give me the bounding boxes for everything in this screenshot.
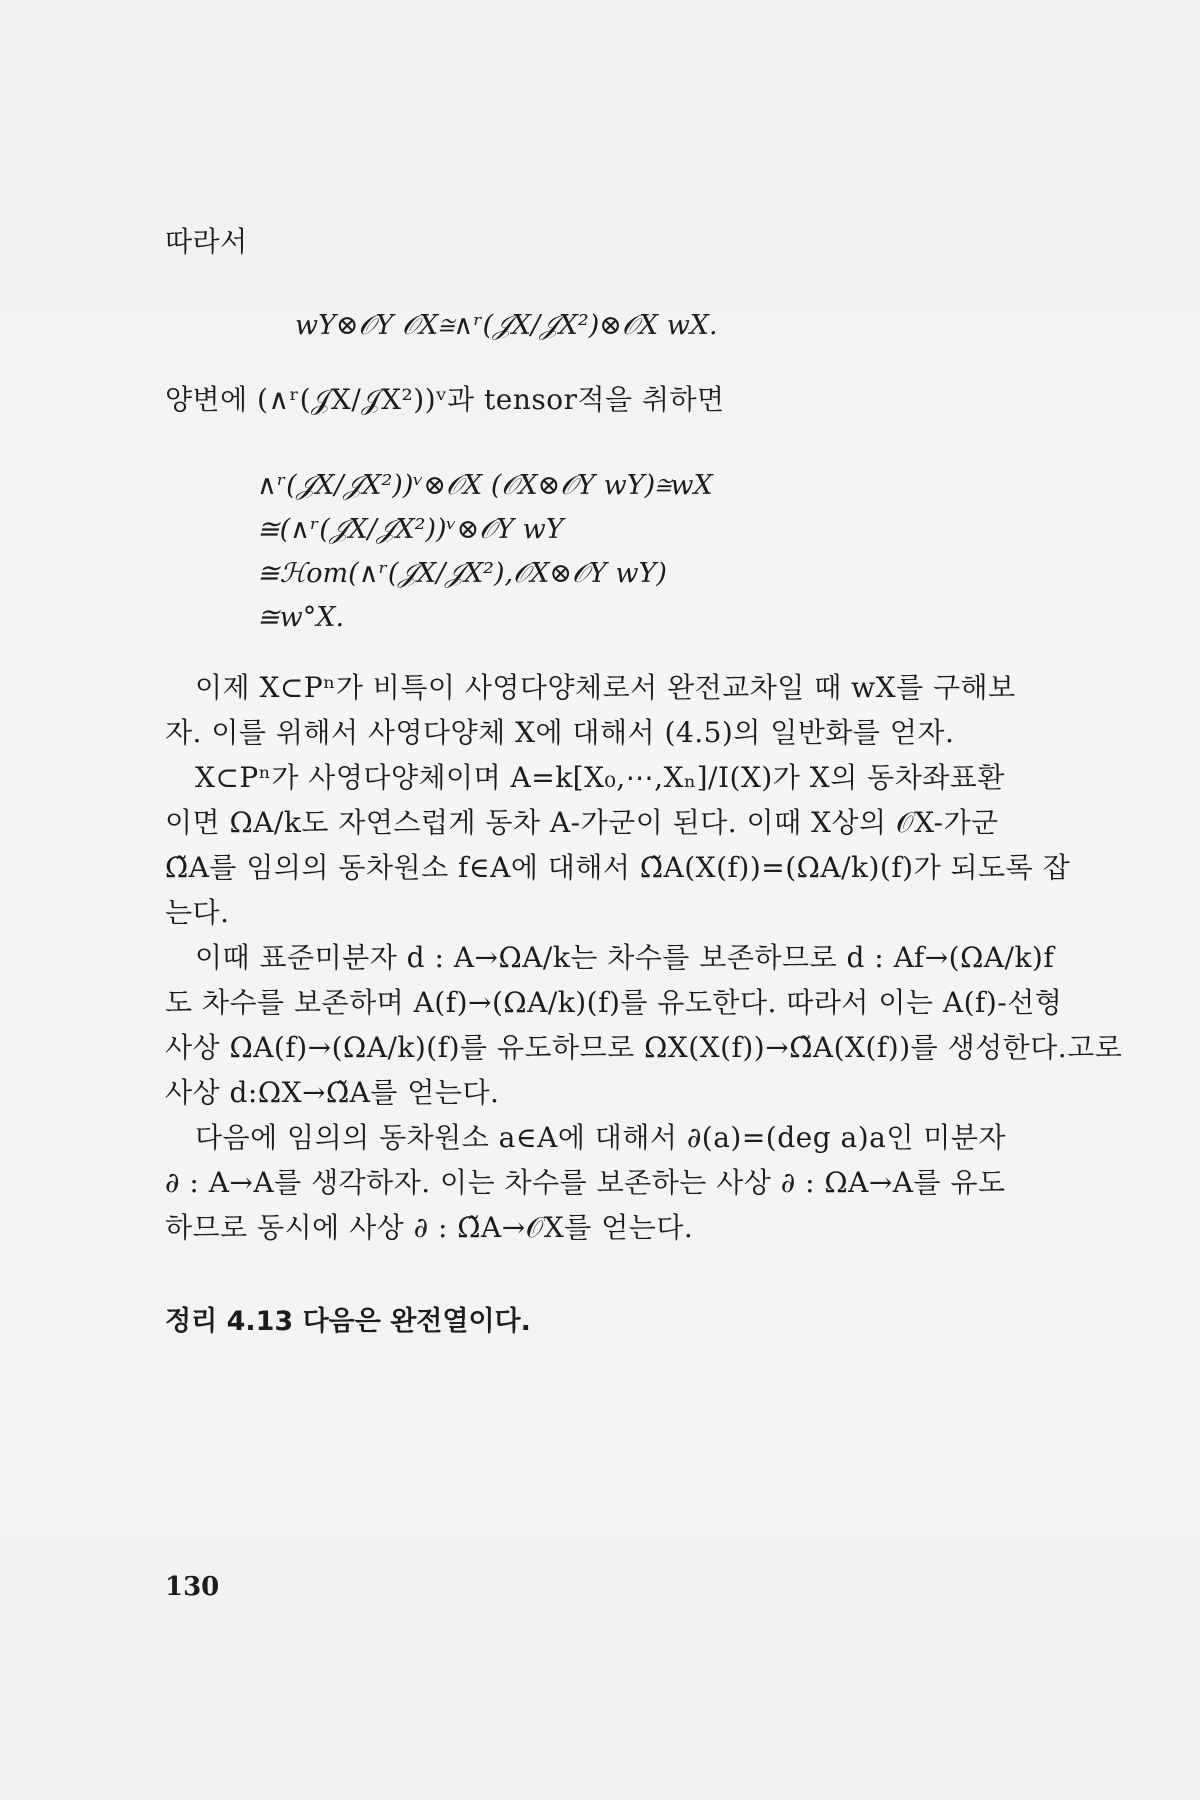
equation-1: wY⊗𝒪Y 𝒪X≅∧ʳ(𝒥X/𝒥X²)⊗𝒪X wX. xyxy=(295,310,718,341)
intro-word: 따라서 xyxy=(165,225,248,258)
page-number: 130 xyxy=(165,1572,220,1602)
theorem-heading: 정리 4.13 다음은 완전열이다. xyxy=(165,1306,531,1337)
equation-2-line-3: ≅ℋom(∧ʳ(𝒥X/𝒥X²),𝒪X⊗𝒪Y wY) xyxy=(257,558,667,589)
paragraph-4-line-2: ∂ : A→A를 생각하자. 이는 차수를 보존하는 사상 ∂ : ΩA→A를 유도 xyxy=(165,1166,1006,1199)
paragraph-2-line-4: 는다. xyxy=(165,896,230,929)
equation-2-line-4: ≅w°X. xyxy=(257,602,345,633)
paragraph-3-line-3: 사상 ΩA(f)→(ΩA/k)(f)를 유도하므로 ΩX(X(f))→Ω̃A(X(f))를 생성한다.고로 xyxy=(165,1031,1123,1064)
paragraph-1-line-1: 이제 X⊂Pⁿ가 비특이 사영다양체로서 완전교차일 때 wX를 구해보 xyxy=(195,671,1016,704)
paragraph-1-line-2: 자. 이를 위해서 사영다양체 X에 대해서 (4.5)의 일반화를 얻자. xyxy=(165,716,955,749)
paragraph-4-line-3: 하므로 동시에 사상 ∂ : Ω̃A→𝒪X를 얻는다. xyxy=(165,1211,694,1244)
paragraph-3-line-4: 사상 d:ΩX→Ω̃A를 얻는다. xyxy=(165,1076,500,1109)
paragraph-3-line-1: 이때 표준미분자 d : A→ΩA/k는 차수를 보존하므로 d : Af→(ΩA/k)f xyxy=(195,941,1055,974)
paragraph-2-line-1: X⊂Pⁿ가 사영다양체이며 A=k[X₀,⋯,Xₙ]/I(X)가 X의 동차좌표환 xyxy=(195,761,1005,794)
tensor-sentence: 양변에 (∧ʳ(𝒥X/𝒥X²))ᵛ과 tensor적을 취하면 xyxy=(165,383,725,416)
paragraph-2-line-2: 이면 ΩA/k도 자연스럽게 동차 A-가군이 된다. 이때 X상의 𝒪X-가군 xyxy=(165,806,999,839)
equation-2-line-2: ≅(∧ʳ(𝒥X/𝒥X²))ᵛ⊗𝒪Y wY xyxy=(257,514,564,545)
equation-2-line-1: ∧ʳ(𝒥X/𝒥X²))ᵛ⊗𝒪X (𝒪X⊗𝒪Y wY)≅wX xyxy=(257,470,713,501)
paragraph-3-line-2: 도 차수를 보존하며 A(f)→(ΩA/k)(f)를 유도한다. 따라서 이는 A(f)-선형 xyxy=(165,986,1063,1019)
paragraph-2-line-3: Ω̃A를 임의의 동차원소 f∈A에 대해서 Ω̃A(X(f))=(ΩA/k)(f)가 되도록 잡 xyxy=(165,851,1071,884)
paragraph-4-line-1: 다음에 임의의 동차원소 a∈A에 대해서 ∂(a)=(deg a)a인 미분자 xyxy=(195,1121,1006,1154)
